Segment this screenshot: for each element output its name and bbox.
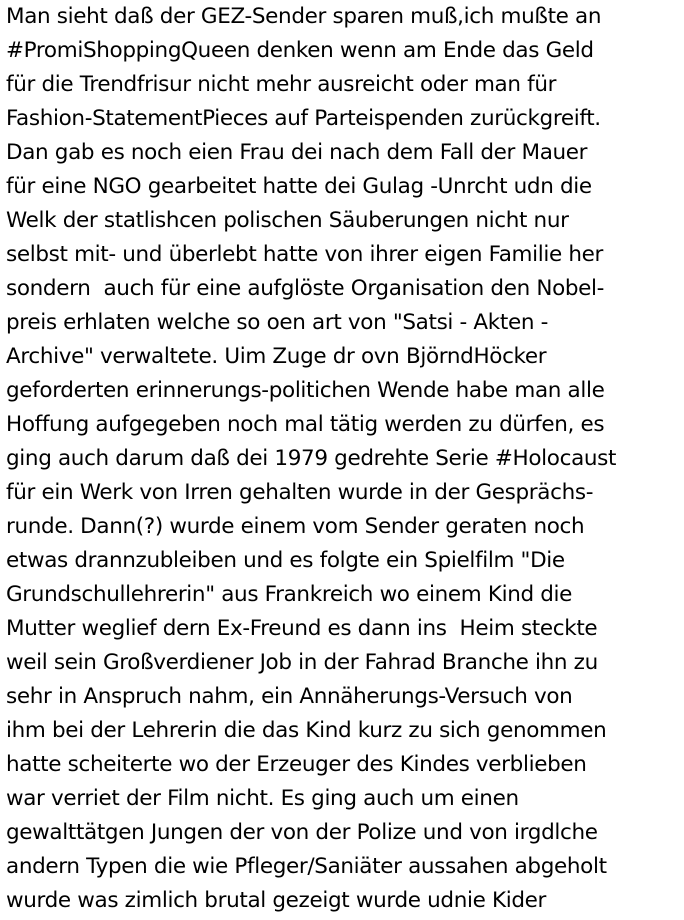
text-line: gewalttätgen Jungen der von der Polize und von irgdlche	[6, 820, 598, 845]
text-line: hatte scheiterte wo der Erzeuger des Kindes verblieben	[6, 752, 587, 777]
text-line: Man sieht daß der GEZ-Sender sparen muß,ich mußte an	[6, 4, 602, 29]
text-line: für eine NGO gearbeitet hatte dei Gulag -Unrcht udn die	[6, 174, 592, 199]
text-line: Archive" verwaltete. Uim Zuge dr ovn BjörndHöcker	[6, 344, 547, 369]
text-line: Welk der statlishcen polischen Säuberungen nicht nur	[6, 208, 569, 233]
text-line: runde. Dann(?) wurde einem vom Sender geraten noch	[6, 514, 585, 539]
text-line: selbst mit- und überlebt hatte von ihrer eigen Familie her	[6, 242, 603, 267]
text-line: sondern auch für eine aufglöste Organisation den Nobel-	[6, 276, 605, 301]
text-line: wurde was zimlich brutal gezeigt wurde udnie Kider	[6, 888, 547, 913]
text-line: Hoffung aufgegeben noch mal tätig werden zu dürfen, es	[6, 412, 605, 437]
text-line: Fashion-StatementPieces auf Parteispenden zurückgreift.	[6, 106, 601, 131]
text-line: Mutter weglief dern Ex-Freund es dann ins Heim steckte	[6, 616, 598, 641]
text-line: andern Typen die wie Pfleger/Saniäter aussahen abgeholt	[6, 854, 607, 879]
text-line: sehr in Anspruch nahm, ein Annäherungs-Versuch von	[6, 684, 573, 709]
text-line: #PromiShoppingQueen denken wenn am Ende das Geld	[6, 38, 594, 63]
text-line: für ein Werk von Irren gehalten wurde in der Gesprächs-	[6, 480, 594, 505]
text-line: war verriet der Film nicht. Es ging auch um einen	[6, 786, 519, 811]
text-line: weil sein Großverdiener Job in der Fahrad Branche ihn zu	[6, 650, 598, 675]
text-line: Grundschullehrerin" aus Frankreich wo einem Kind die	[6, 582, 573, 607]
text-line: ihm bei der Lehrerin die das Kind kurz zu sich genommen	[6, 718, 607, 743]
text-line: ging auch darum daß dei 1979 gedrehte Serie #Holocaust	[6, 446, 617, 471]
text-line: geforderten erinnerungs-politichen Wende habe man alle	[6, 378, 605, 403]
text-line: für die Trendfrisur nicht mehr ausreicht oder man für	[6, 72, 557, 97]
text-line: Dan gab es noch eien Frau dei nach dem Fall der Mauer	[6, 140, 588, 165]
text-line: etwas drannzubleiben und es folgte ein Spielfilm "Die	[6, 548, 565, 573]
text-line: preis erhlaten welche so oen art von "Satsi - Akten -	[6, 310, 549, 335]
